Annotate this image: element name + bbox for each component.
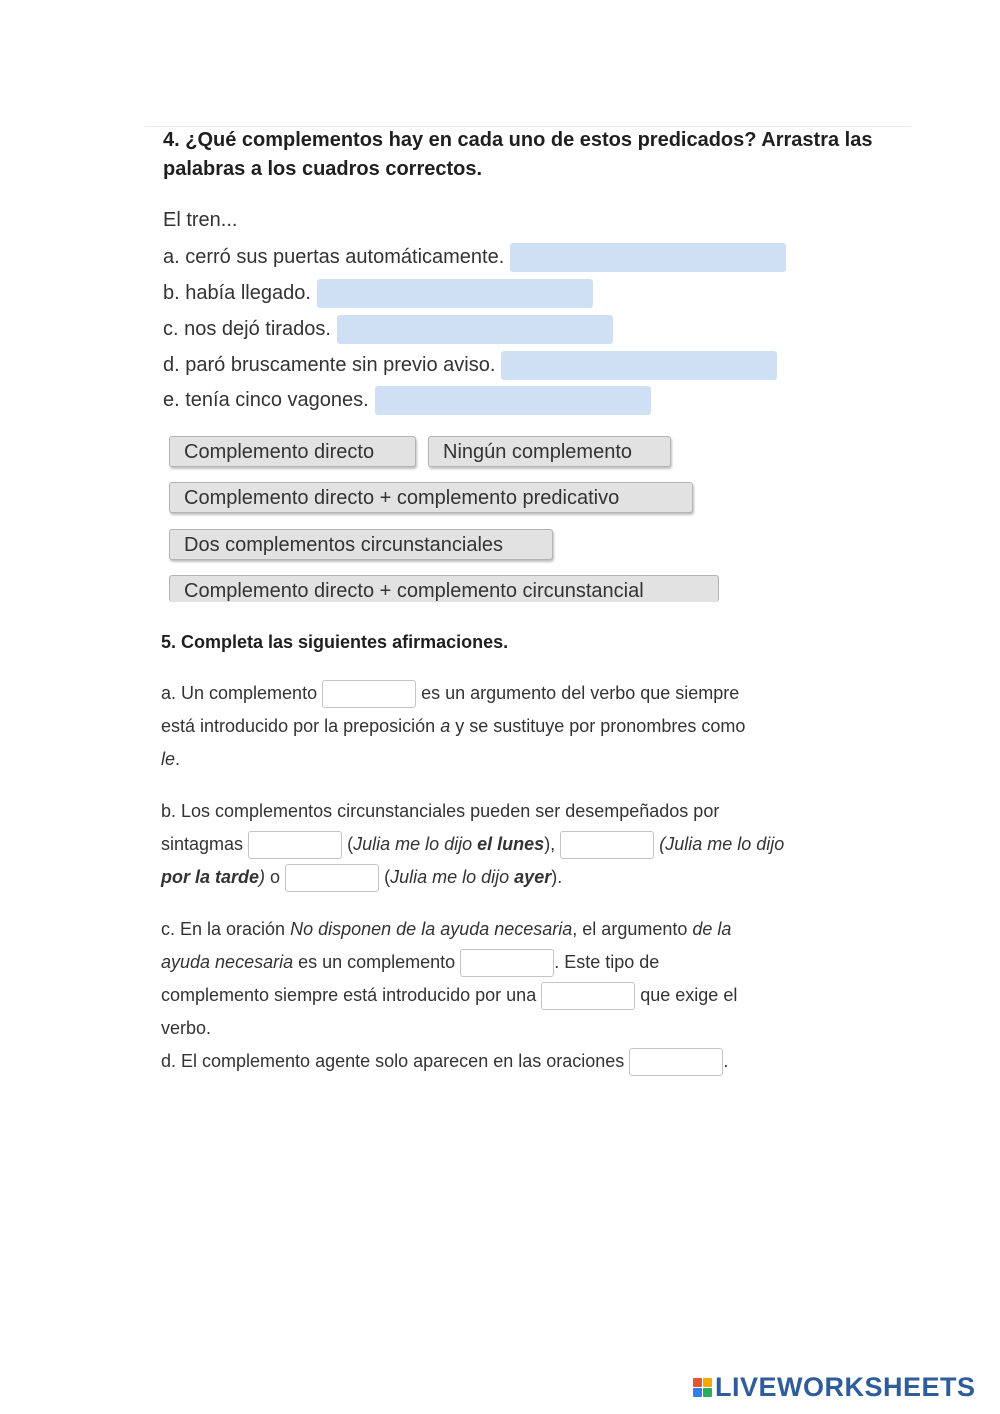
drag-chip-cd-circunstancial[interactable]: Complemento directo + complemento circunstancial — [169, 575, 719, 602]
q5-paragraph-c: c. En la oración No disponen de la ayuda necesaria , el argumento de la ayuda necesaria es un complemento . Este tipo de complemento siempre está introducido por una que exige el verbo. — [161, 919, 738, 1038]
drag-chip-dos-circunstanciales[interactable]: Dos complementos circunstanciales — [169, 529, 553, 560]
q4-item-text: b. había llegado. — [163, 281, 311, 304]
logo-square-icon — [693, 1378, 702, 1387]
q5-paragraph-b: b. Los complementos circunstanciales pueden ser desempeñados por sintagmas ( Julia me lo dijo el lunes ), (Julia me lo dijo por la tarde ) o ( Julia me lo dijo ayer ). — [161, 795, 851, 894]
logo-square-icon — [703, 1388, 712, 1397]
logo-square-icon — [693, 1388, 702, 1397]
drop-zone-c[interactable] — [337, 315, 613, 344]
q4-item-text: d. paró bruscamente sin previo aviso. — [163, 353, 496, 376]
q4-item-text: a. cerró sus puertas automáticamente. — [163, 245, 505, 268]
question-4-intro: El tren... — [163, 209, 238, 231]
q4-item-c — [163, 314, 613, 344]
q4-item-text: c. nos dejó tirados. — [163, 317, 331, 340]
drop-zone-b[interactable] — [317, 279, 593, 308]
answer-input-b2[interactable] — [560, 831, 654, 859]
logo-square-icon — [703, 1378, 712, 1387]
drop-zone-d[interactable] — [501, 351, 777, 380]
q5-paragraph-d: d. El complemento agente solo aparecen en las oraciones . — [161, 1045, 851, 1078]
q4-item-b — [163, 278, 593, 308]
logo-grid-icon — [693, 1378, 712, 1397]
drop-zone-e[interactable] — [375, 386, 651, 415]
liveworksheets-logo — [693, 1372, 976, 1403]
drag-chip-cd-predicativo[interactable]: Complemento directo + complemento predicativo — [169, 482, 693, 513]
drag-chip-ningun-complemento[interactable]: Ningún complemento — [428, 436, 671, 467]
q4-item-a — [163, 242, 786, 272]
question-5-title: 5. Completa las siguientes afirmaciones. — [161, 632, 509, 652]
answer-input-a1[interactable] — [322, 680, 416, 708]
answer-input-b1[interactable] — [248, 831, 342, 859]
q4-item-d — [163, 350, 777, 380]
q4-item-e — [163, 385, 651, 415]
q5-paragraph-a: a. Un complemento es un argumento del verbo que siempre está introducido por la preposición a y se sustituye por pronombres como le . — [161, 677, 851, 776]
logo-text: LIVEWORKSHEETS — [715, 1372, 976, 1402]
answer-input-d1[interactable] — [629, 1048, 723, 1076]
answer-input-c1[interactable] — [460, 949, 554, 977]
question-4-title: 4. ¿Qué complementos hay en cada uno de estos predicados? Arrastra las palabras a los cuadros correctos. — [163, 129, 873, 180]
q4-item-text: e. tenía cinco vagones. — [163, 388, 369, 411]
answer-input-b3[interactable] — [285, 864, 379, 892]
drop-zone-a[interactable] — [510, 243, 786, 272]
answer-input-c2[interactable] — [541, 982, 635, 1010]
drag-chip-complemento-directo[interactable]: Complemento directo — [169, 436, 416, 467]
